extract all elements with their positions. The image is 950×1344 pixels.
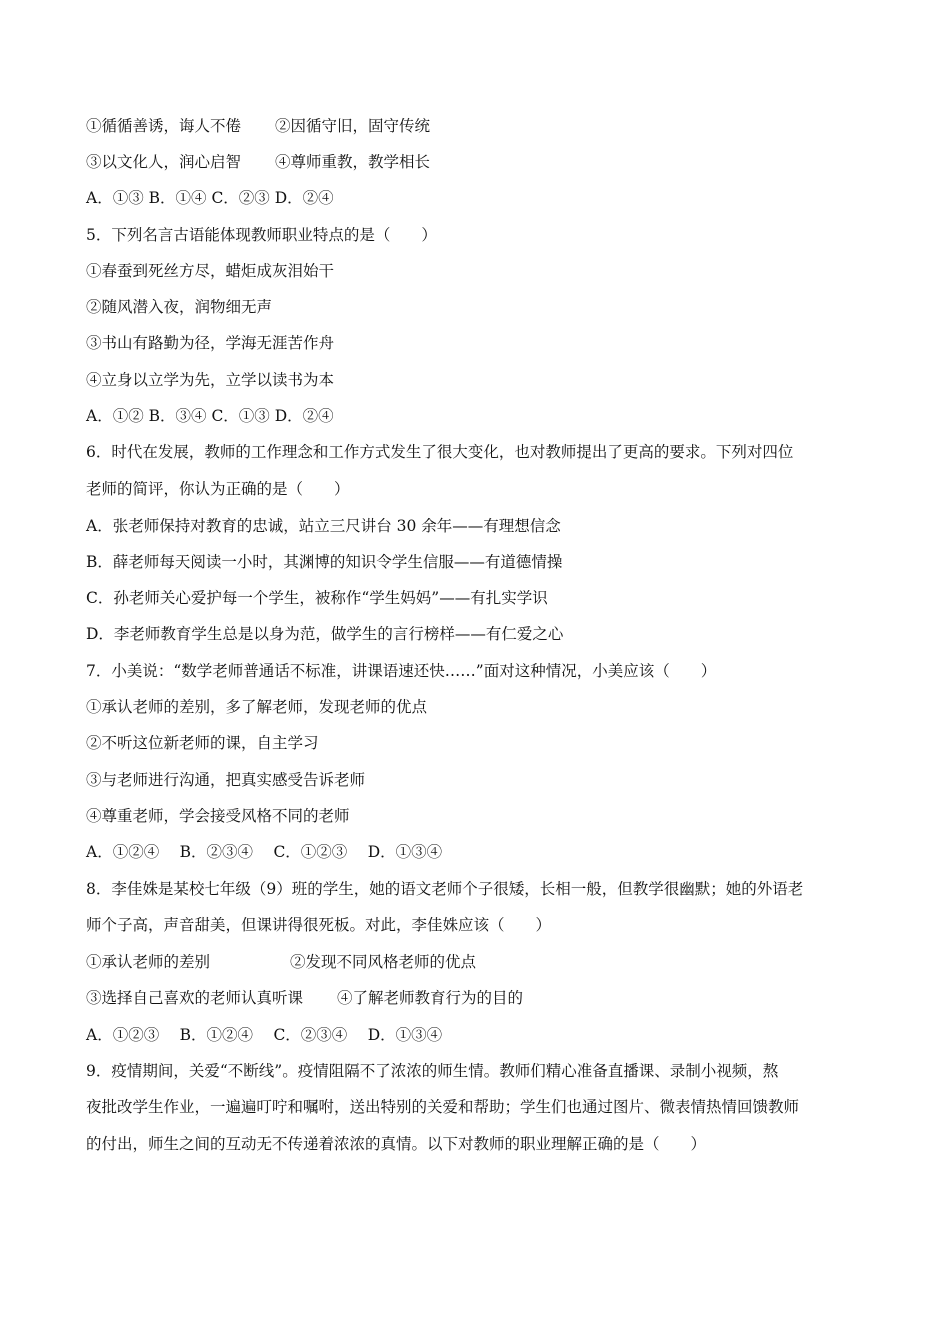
option-row bbox=[86, 988, 523, 1008]
question-9-stem-continued: 夜批改学生作业，一遍遍叮咛和嘱咐，送出特别的关爱和帮助；学生们也通过图片、微表情热情回馈教师 bbox=[86, 1098, 800, 1116]
question-9-stem-continued: 的付出，师生之间的互动无不传递着浓浓的真情。以下对教师的职业理解正确的是（ ） bbox=[86, 1135, 707, 1153]
option-item: ③书山有路勤为径，学海无涯苦作舟 bbox=[86, 334, 335, 352]
answer-choices: A．①②③ B．①②④ C．②③④ D．①③④ bbox=[86, 1026, 443, 1044]
option-item: ①循循善诱，诲人不倦 bbox=[86, 117, 242, 135]
option-item: ②因循守旧，固守传统 bbox=[275, 117, 431, 135]
question-8-stem: 8．李佳姝是某校七年级（9）班的学生，她的语文老师个子很矮，长相一般，但教学很幽默；她的外语老 bbox=[86, 880, 804, 898]
answer-choice-a: A．张老师保持对教育的忠诚，站立三尺讲台 30 余年——有理想信念 bbox=[86, 517, 561, 535]
option-item: ②发现不同风格老师的优点 bbox=[290, 953, 477, 971]
answer-choices: A．①③ B．①④ C．②③ D．②④ bbox=[86, 189, 334, 207]
option-row bbox=[86, 152, 430, 172]
question-8-stem-continued: 师个子高，声音甜美，但课讲得很死板。对此，李佳姝应该（ ） bbox=[86, 916, 552, 934]
question-5-stem: 5．下列名言古语能体现教师职业特点的是（ ） bbox=[86, 226, 437, 244]
option-item: ④了解老师教育行为的目的 bbox=[337, 989, 524, 1007]
answer-choice-c: C．孙老师关心爱护每一个学生，被称作“学生妈妈”——有扎实学识 bbox=[86, 589, 548, 607]
option-row bbox=[86, 952, 476, 972]
option-item: ①春蚕到死丝方尽，蜡炬成灰泪始干 bbox=[86, 262, 335, 280]
question-6-stem: 6．时代在发展，教师的工作理念和工作方式发生了很大变化，也对教师提出了更高的要求。下列对四位 bbox=[86, 443, 794, 461]
option-item: ④尊师重教，教学相长 bbox=[275, 153, 431, 171]
option-row bbox=[86, 116, 430, 136]
option-item: ④立身以立学为先，立学以读书为本 bbox=[86, 371, 335, 389]
question-6-stem-continued: 老师的简评，你认为正确的是（ ） bbox=[86, 480, 350, 498]
option-item: ③选择自己喜欢的老师认真听课 bbox=[86, 989, 304, 1007]
answer-choice-d: D．李老师教育学生总是以身为范，做学生的言行榜样——有仁爱之心 bbox=[86, 625, 564, 643]
option-item: ③与老师进行沟通，把真实感受告诉老师 bbox=[86, 771, 366, 789]
option-item: ②不听这位新老师的课，自主学习 bbox=[86, 734, 319, 752]
question-9-stem: 9．疫情期间，关爱“不断线”。疫情阻隔不了浓浓的师生情。教师们精心准备直播课、录制小视频，熬 bbox=[86, 1062, 779, 1080]
question-7-stem: 7．小美说：“数学老师普通话不标准，讲课语速还快……”面对这种情况，小美应该（ ） bbox=[86, 662, 717, 680]
answer-choices: A．①②④ B．②③④ C．①②③ D．①③④ bbox=[86, 843, 443, 861]
option-item: ②随风潜入夜，润物细无声 bbox=[86, 298, 273, 316]
option-item: ④尊重老师，学会接受风格不同的老师 bbox=[86, 807, 350, 825]
option-item: ①承认老师的差别，多了解老师，发现老师的优点 bbox=[86, 698, 428, 716]
option-item: ①承认老师的差别 bbox=[86, 953, 211, 971]
answer-choices: A．①② B．③④ C．①③ D．②④ bbox=[86, 407, 334, 425]
answer-choice-b: B．薛老师每天阅读一小时，其渊博的知识令学生信服——有道德情操 bbox=[86, 553, 563, 571]
option-item: ③以文化人，润心启智 bbox=[86, 153, 242, 171]
